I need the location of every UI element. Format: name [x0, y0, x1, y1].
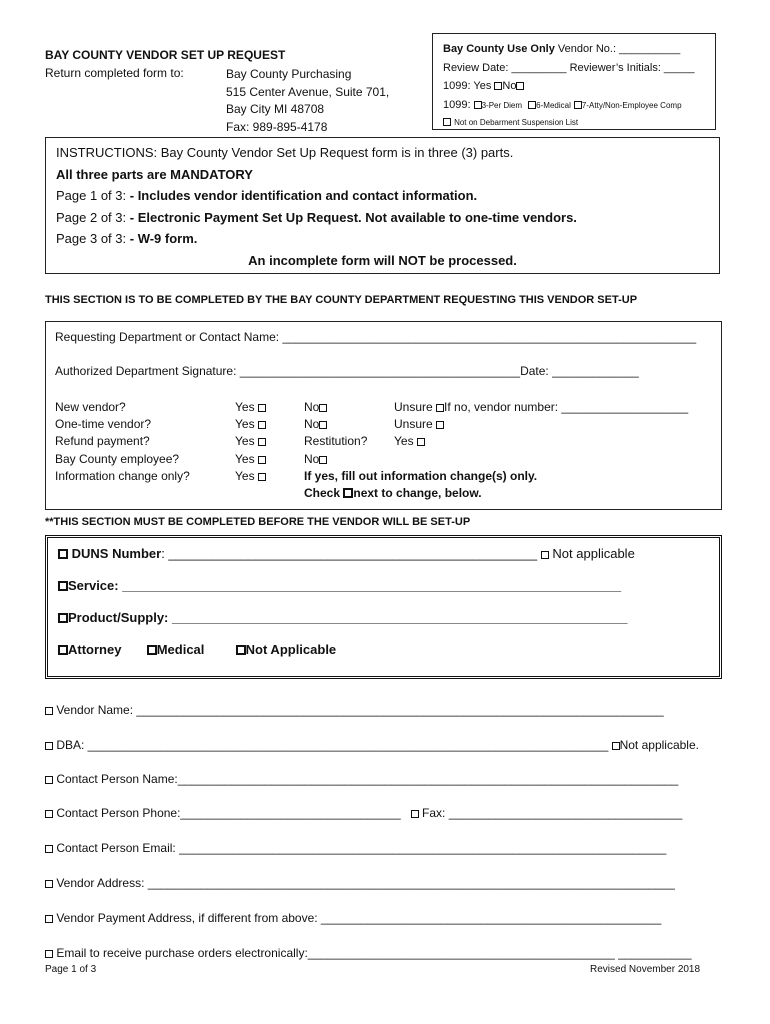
page2-text: - Electronic Payment Set Up Request. Not available to one-time vendors. [129, 209, 577, 225]
requesting-dept-field[interactable]: Requesting Department or Contact Name: ______________________________________________________________ [55, 330, 697, 344]
contact-phone-row [45, 806, 682, 820]
page3-text: - W-9 form. [129, 231, 198, 246]
debarment-label: Not on Debarment Suspension List [454, 118, 579, 127]
question-refund: Refund payment? [55, 434, 150, 449]
medical-checkbox[interactable] [147, 645, 157, 655]
yes-label: Yes [235, 400, 255, 414]
email-po-field[interactable]: Email to receive purchase orders electronically:______________________________________________ ___________ [56, 946, 692, 960]
yes-column [235, 399, 266, 485]
payment-address-checkbox[interactable] [45, 915, 53, 923]
unsure-column [394, 399, 688, 451]
info-change-note: If yes, fill out information change(s) only. [304, 468, 538, 483]
fax-checkbox[interactable] [411, 810, 419, 818]
yes-option [235, 416, 266, 433]
yes-checkbox[interactable] [258, 421, 266, 429]
atty-label: 7-Atty/Non-Employee Comp [581, 100, 682, 110]
yes-option [235, 433, 266, 450]
1099-yes-label: 1099: Yes [443, 80, 492, 92]
question-one-time: One-time vendor? [55, 417, 152, 432]
dept-signature-field[interactable]: Authorized Department Signature: __________________________________________Date: _____________ [55, 364, 639, 378]
dept-section-heading: THIS SECTION IS TO BE COMPLETED BY THE BAY COUNTY DEPARTMENT REQUESTING THIS VENDOR SET-UP [45, 294, 638, 306]
vendor-address-field[interactable]: Vendor Address: _______________________________________________________________________________ [56, 876, 675, 890]
county-use-title: Bay County Use Only [443, 43, 555, 55]
attorney-checkbox[interactable] [58, 645, 68, 655]
yes-checkbox[interactable] [258, 404, 266, 412]
question-info-change: Information change only? [55, 468, 190, 483]
question-new-vendor: New vendor? [55, 400, 126, 414]
unsure-checkbox[interactable] [436, 404, 444, 412]
restitution-label: Restitution? [304, 434, 368, 449]
unsure-label: Unsure [394, 400, 433, 414]
instructions-box [45, 137, 720, 274]
instructions-line: INSTRUCTIONS: Bay County Vendor Set Up Request form is in three (3) parts. [56, 145, 514, 160]
mandatory-section-heading: **THIS SECTION MUST BE COMPLETED BEFORE THE VENDOR WILL BE SET-UP [45, 516, 471, 528]
dept-section-box [45, 321, 722, 510]
page1-text: - Includes vendor identification and contact information. [129, 188, 478, 203]
page-number: Page 1 of 3 [45, 964, 97, 975]
unsure-option [394, 416, 688, 433]
dba-na-label: Not applicable. [619, 738, 699, 752]
vendor-no-row [443, 40, 705, 59]
address-line: Bay City MI 48708 [226, 102, 325, 116]
yes-label: Yes [235, 434, 255, 449]
duns-field[interactable]: : ___________________________________________________ [161, 546, 538, 561]
no-option [304, 451, 537, 468]
yes-checkbox[interactable] [258, 438, 266, 446]
no-label: No [304, 400, 320, 414]
restitution-yes-checkbox[interactable] [417, 438, 425, 446]
email-po-checkbox[interactable] [45, 950, 53, 958]
page1-label: Page 1 of 3: [56, 188, 127, 203]
yes-label: Yes [235, 468, 255, 483]
product-row [58, 610, 628, 625]
dba-row [45, 738, 699, 752]
unsure-option [394, 399, 688, 416]
no-checkbox[interactable] [319, 421, 327, 429]
yes-label: Yes [235, 417, 255, 432]
unsure-checkbox[interactable] [436, 421, 444, 429]
page3-note [56, 228, 709, 250]
email-po-row [45, 946, 692, 960]
duns-row [58, 546, 635, 561]
attorney-label: Attorney [68, 642, 122, 657]
yes-label: Yes [235, 451, 255, 466]
check-label: Check [304, 486, 341, 501]
contact-email-checkbox[interactable] [45, 845, 53, 853]
dba-na-checkbox[interactable] [612, 742, 620, 750]
service-checkbox[interactable] [58, 581, 68, 591]
sample-checkbox-icon [343, 488, 353, 498]
vendor-no-field[interactable]: Vendor No.: __________ [557, 43, 681, 55]
contact-name-field[interactable]: Contact Person Name:___________________________________________________________________________ [56, 772, 679, 786]
1099-no-checkbox[interactable] [516, 82, 524, 90]
category-row [58, 642, 336, 657]
yes-option [235, 451, 266, 468]
payment-address-row [45, 911, 661, 925]
dba-checkbox[interactable] [45, 742, 53, 750]
page1-note [56, 185, 709, 207]
vendor-address-checkbox[interactable] [45, 880, 53, 888]
fax-field[interactable]: Fax: ___________________________________ [422, 806, 683, 820]
restitution-yes-option [394, 433, 688, 450]
not-applicable-label: Not Applicable [245, 642, 337, 657]
unsure-label: Unsure [394, 417, 433, 432]
page2-label: Page 2 of 3: [56, 209, 127, 225]
yes-checkbox[interactable] [258, 456, 266, 464]
mandatory-note: All three parts are MANDATORY [56, 166, 253, 182]
duns-na-checkbox[interactable] [541, 551, 549, 559]
address-line: Bay County Purchasing [226, 67, 352, 81]
vendor-name-row [45, 703, 664, 717]
return-label: Return completed form to: [45, 66, 184, 80]
incomplete-warning: An incomplete form will NOT be processed. [248, 252, 517, 268]
no-checkbox[interactable] [319, 456, 327, 464]
vendor-address-row [45, 876, 675, 890]
next-to-change-label: next to change, below. [353, 486, 482, 501]
1099-type-prefix: 1099: [443, 98, 471, 111]
product-field[interactable]: Product/Supply: _______________________________________________________________ [68, 610, 628, 625]
contact-phone-field[interactable]: Contact Person Phone:_________________________________ [56, 806, 401, 820]
question-employee: Bay County employee? [55, 451, 180, 466]
return-address [226, 66, 389, 136]
per-diem-label: 3-Per Diem [481, 100, 523, 110]
page2-note [56, 207, 709, 229]
contact-name-checkbox[interactable] [45, 776, 53, 784]
atty-checkbox[interactable] [574, 101, 582, 109]
no-label: No [304, 451, 320, 466]
yes-option [235, 399, 266, 416]
revision-date: Revised November 2018 [590, 964, 701, 975]
info-change-note-2 [304, 485, 537, 502]
duns-checkbox[interactable] [58, 549, 68, 559]
medical-type-checkbox[interactable] [528, 101, 536, 109]
1099-no-label: No [502, 80, 517, 92]
1099-type-row [443, 96, 705, 116]
no-label: No [304, 417, 320, 432]
dba-field[interactable]: DBA: ______________________________________________________________________________ [56, 738, 609, 752]
contact-phone-checkbox[interactable] [45, 810, 53, 818]
medical-label: Medical [156, 642, 205, 657]
form-title: BAY COUNTY VENDOR SET UP REQUEST [45, 48, 286, 62]
debarment-checkbox[interactable] [443, 118, 451, 126]
medical-type-label: 6-Medical [536, 100, 571, 110]
payment-address-field[interactable]: Vendor Payment Address, if different from above: ___________________________________________________ [56, 911, 662, 925]
debarment-row [443, 115, 705, 130]
yes-checkbox[interactable] [258, 473, 266, 481]
not-applicable-checkbox[interactable] [236, 645, 246, 655]
address-line: 515 Center Avenue, Suite 701, [226, 84, 390, 99]
per-diem-checkbox[interactable] [474, 101, 482, 109]
1099-row [443, 77, 705, 96]
duns-label: DUNS Number [71, 546, 162, 561]
service-row [58, 578, 621, 593]
product-checkbox[interactable] [58, 613, 68, 623]
page3-label: Page 3 of 3: [56, 231, 127, 246]
no-checkbox[interactable] [319, 404, 327, 412]
vendor-name-field[interactable]: Vendor Name: _______________________________________________________________________________ [56, 703, 664, 717]
vendor-name-checkbox[interactable] [45, 707, 53, 715]
service-field[interactable]: Service: _____________________________________________________________________ [68, 578, 622, 593]
county-use-only-box [432, 33, 716, 130]
contact-email-field[interactable]: Contact Person Email: _________________________________________________________________________ [56, 841, 667, 855]
contact-email-row [45, 841, 666, 855]
yes-option [235, 468, 266, 485]
mandatory-section-box [45, 535, 722, 679]
vendor-number-field[interactable]: If no, vendor number: ___________________ [444, 400, 689, 414]
review-date-field[interactable]: Review Date: _________ Reviewer’s Initials: _____ [443, 61, 695, 74]
duns-na-label: Not applicable [552, 546, 635, 561]
contact-name-row [45, 772, 678, 786]
question-list [55, 399, 190, 485]
address-line: Fax: 989-895-4178 [226, 119, 328, 134]
restitution-yes-label: Yes [394, 434, 414, 449]
